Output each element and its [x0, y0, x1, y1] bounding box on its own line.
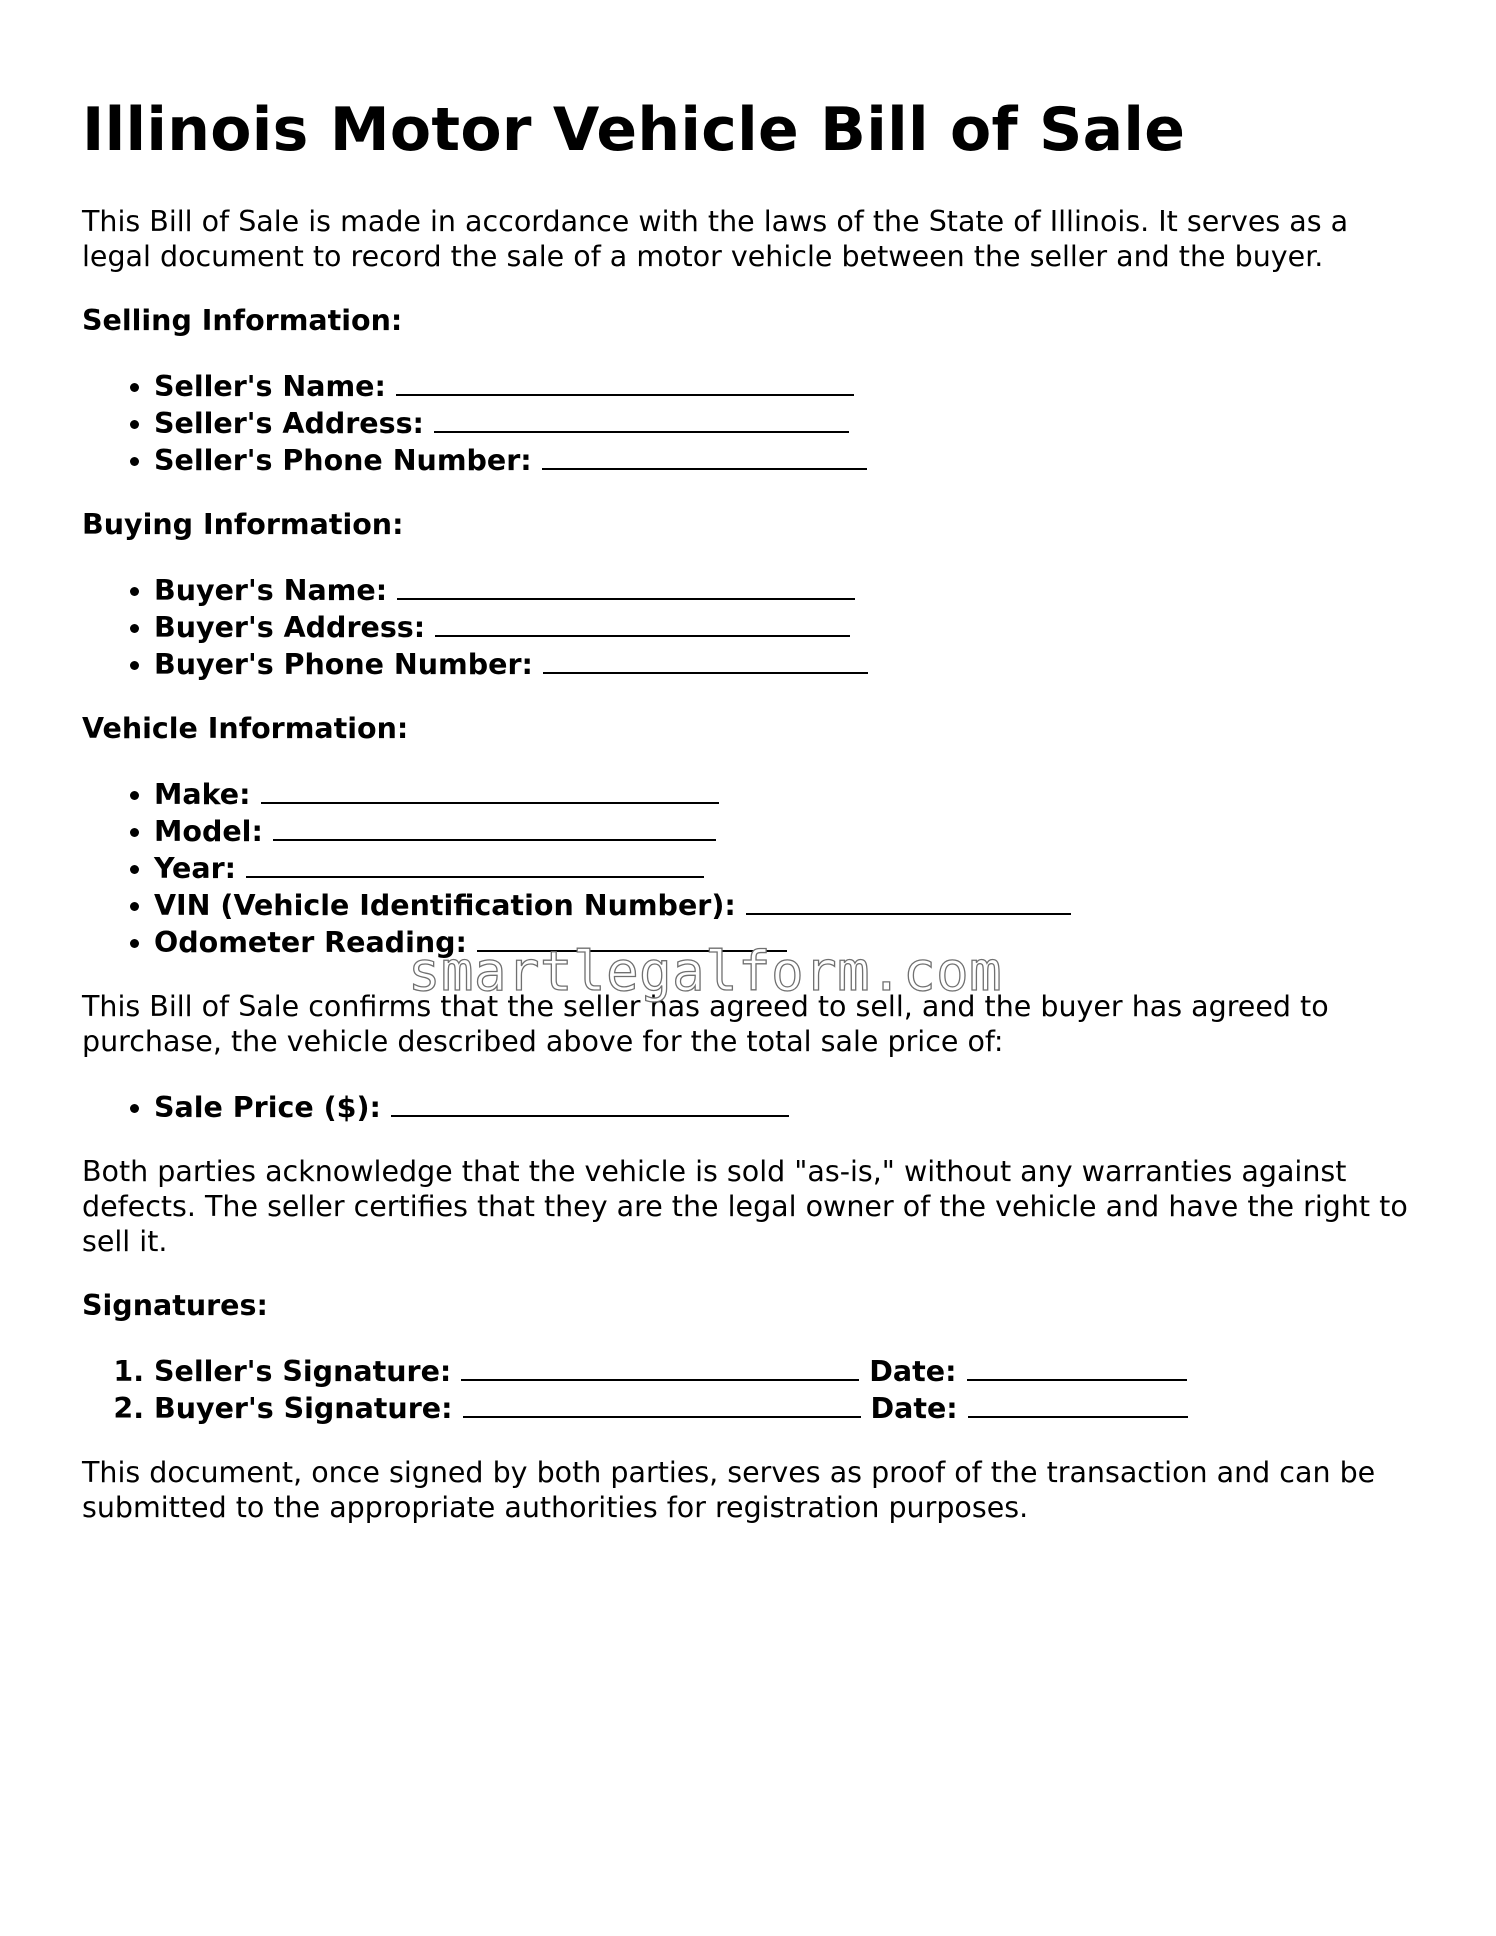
closing-paragraph: This document, once signed by both parties, serves as proof of the transaction and can be submitted to the appropriate authorities for registration purposes. — [82, 1456, 1376, 1524]
price-list — [82, 1088, 1422, 1125]
buyer-name-label: Buyer's Name: — [154, 574, 388, 607]
list-item — [154, 886, 1422, 923]
make-label: Make: — [154, 778, 251, 811]
seller-address-field[interactable] — [434, 404, 849, 433]
buyer-date-label: Date: — [870, 1392, 958, 1425]
model-label: Model: — [154, 815, 263, 848]
buying-list — [82, 571, 1422, 682]
buyer-address-label: Buyer's Address: — [154, 611, 426, 644]
signatures-heading: Signatures: — [82, 1289, 268, 1322]
as-is-paragraph: Both parties acknowledge that the vehicle is sold "as-is," without any warranties against defects. The seller certifies that they are the legal owner of the vehicle and have the right to sell it. — [82, 1155, 1408, 1258]
watermark-text: smartlegalform.com — [408, 940, 1003, 1003]
seller-address-label: Seller's Address: — [154, 407, 424, 440]
list-item — [154, 645, 1422, 682]
seller-signature-label: Seller's Signature: — [154, 1355, 452, 1388]
model-field[interactable] — [273, 812, 716, 841]
sale-price-field[interactable] — [391, 1088, 789, 1117]
seller-phone-field[interactable] — [542, 441, 867, 470]
seller-name-field[interactable] — [396, 367, 854, 396]
buyer-date-field[interactable] — [968, 1389, 1188, 1418]
vin-field[interactable] — [746, 886, 1071, 915]
seller-date-field[interactable] — [967, 1352, 1187, 1381]
buyer-address-field[interactable] — [435, 608, 850, 637]
vin-label: VIN (Vehicle Identification Number): — [154, 889, 736, 922]
sale-price-label: Sale Price ($): — [154, 1091, 381, 1124]
list-item — [154, 775, 1422, 812]
list-item — [154, 849, 1422, 886]
buying-heading: Buying Information: — [82, 508, 404, 541]
seller-phone-label: Seller's Phone Number: — [154, 444, 532, 477]
document-page — [82, 95, 1422, 1525]
vehicle-list — [82, 775, 1422, 960]
list-item — [154, 571, 1422, 608]
odometer-field[interactable] — [477, 923, 787, 952]
list-item — [154, 1389, 1422, 1426]
selling-heading: Selling Information: — [82, 304, 403, 337]
list-item — [154, 1352, 1422, 1389]
buyer-phone-field[interactable] — [543, 645, 868, 674]
year-label: Year: — [154, 852, 237, 885]
document-title: Illinois Motor Vehicle Bill of Sale — [82, 95, 1186, 165]
year-field[interactable] — [246, 849, 704, 878]
intro-paragraph: This Bill of Sale is made in accordance with the laws of the State of Illinois. It serves as a legal document to record the sale of a motor vehicle between the seller and the buyer. — [82, 205, 1349, 273]
seller-signature-field[interactable] — [461, 1352, 859, 1381]
list-item — [154, 923, 1422, 960]
buyer-name-field[interactable] — [397, 571, 855, 600]
odometer-label: Odometer Reading: — [154, 926, 467, 959]
list-item — [154, 367, 1422, 404]
confirm-paragraph: This Bill of Sale confirms that the seller has agreed to sell, and the buyer has agreed to purchase, the vehicle described above for the total sale price of: — [82, 990, 1329, 1058]
list-item — [154, 608, 1422, 645]
signatures-list — [82, 1352, 1422, 1426]
buyer-signature-label: Buyer's Signature: — [154, 1392, 453, 1425]
list-item — [154, 404, 1422, 441]
selling-list — [82, 367, 1422, 478]
seller-date-label: Date: — [869, 1355, 957, 1388]
seller-name-label: Seller's Name: — [154, 370, 386, 403]
list-item — [154, 812, 1422, 849]
list-item — [154, 1088, 1422, 1125]
list-item — [154, 441, 1422, 478]
make-field[interactable] — [261, 775, 719, 804]
vehicle-heading: Vehicle Information: — [82, 712, 409, 745]
buyer-phone-label: Buyer's Phone Number: — [154, 648, 533, 681]
buyer-signature-field[interactable] — [463, 1389, 861, 1418]
